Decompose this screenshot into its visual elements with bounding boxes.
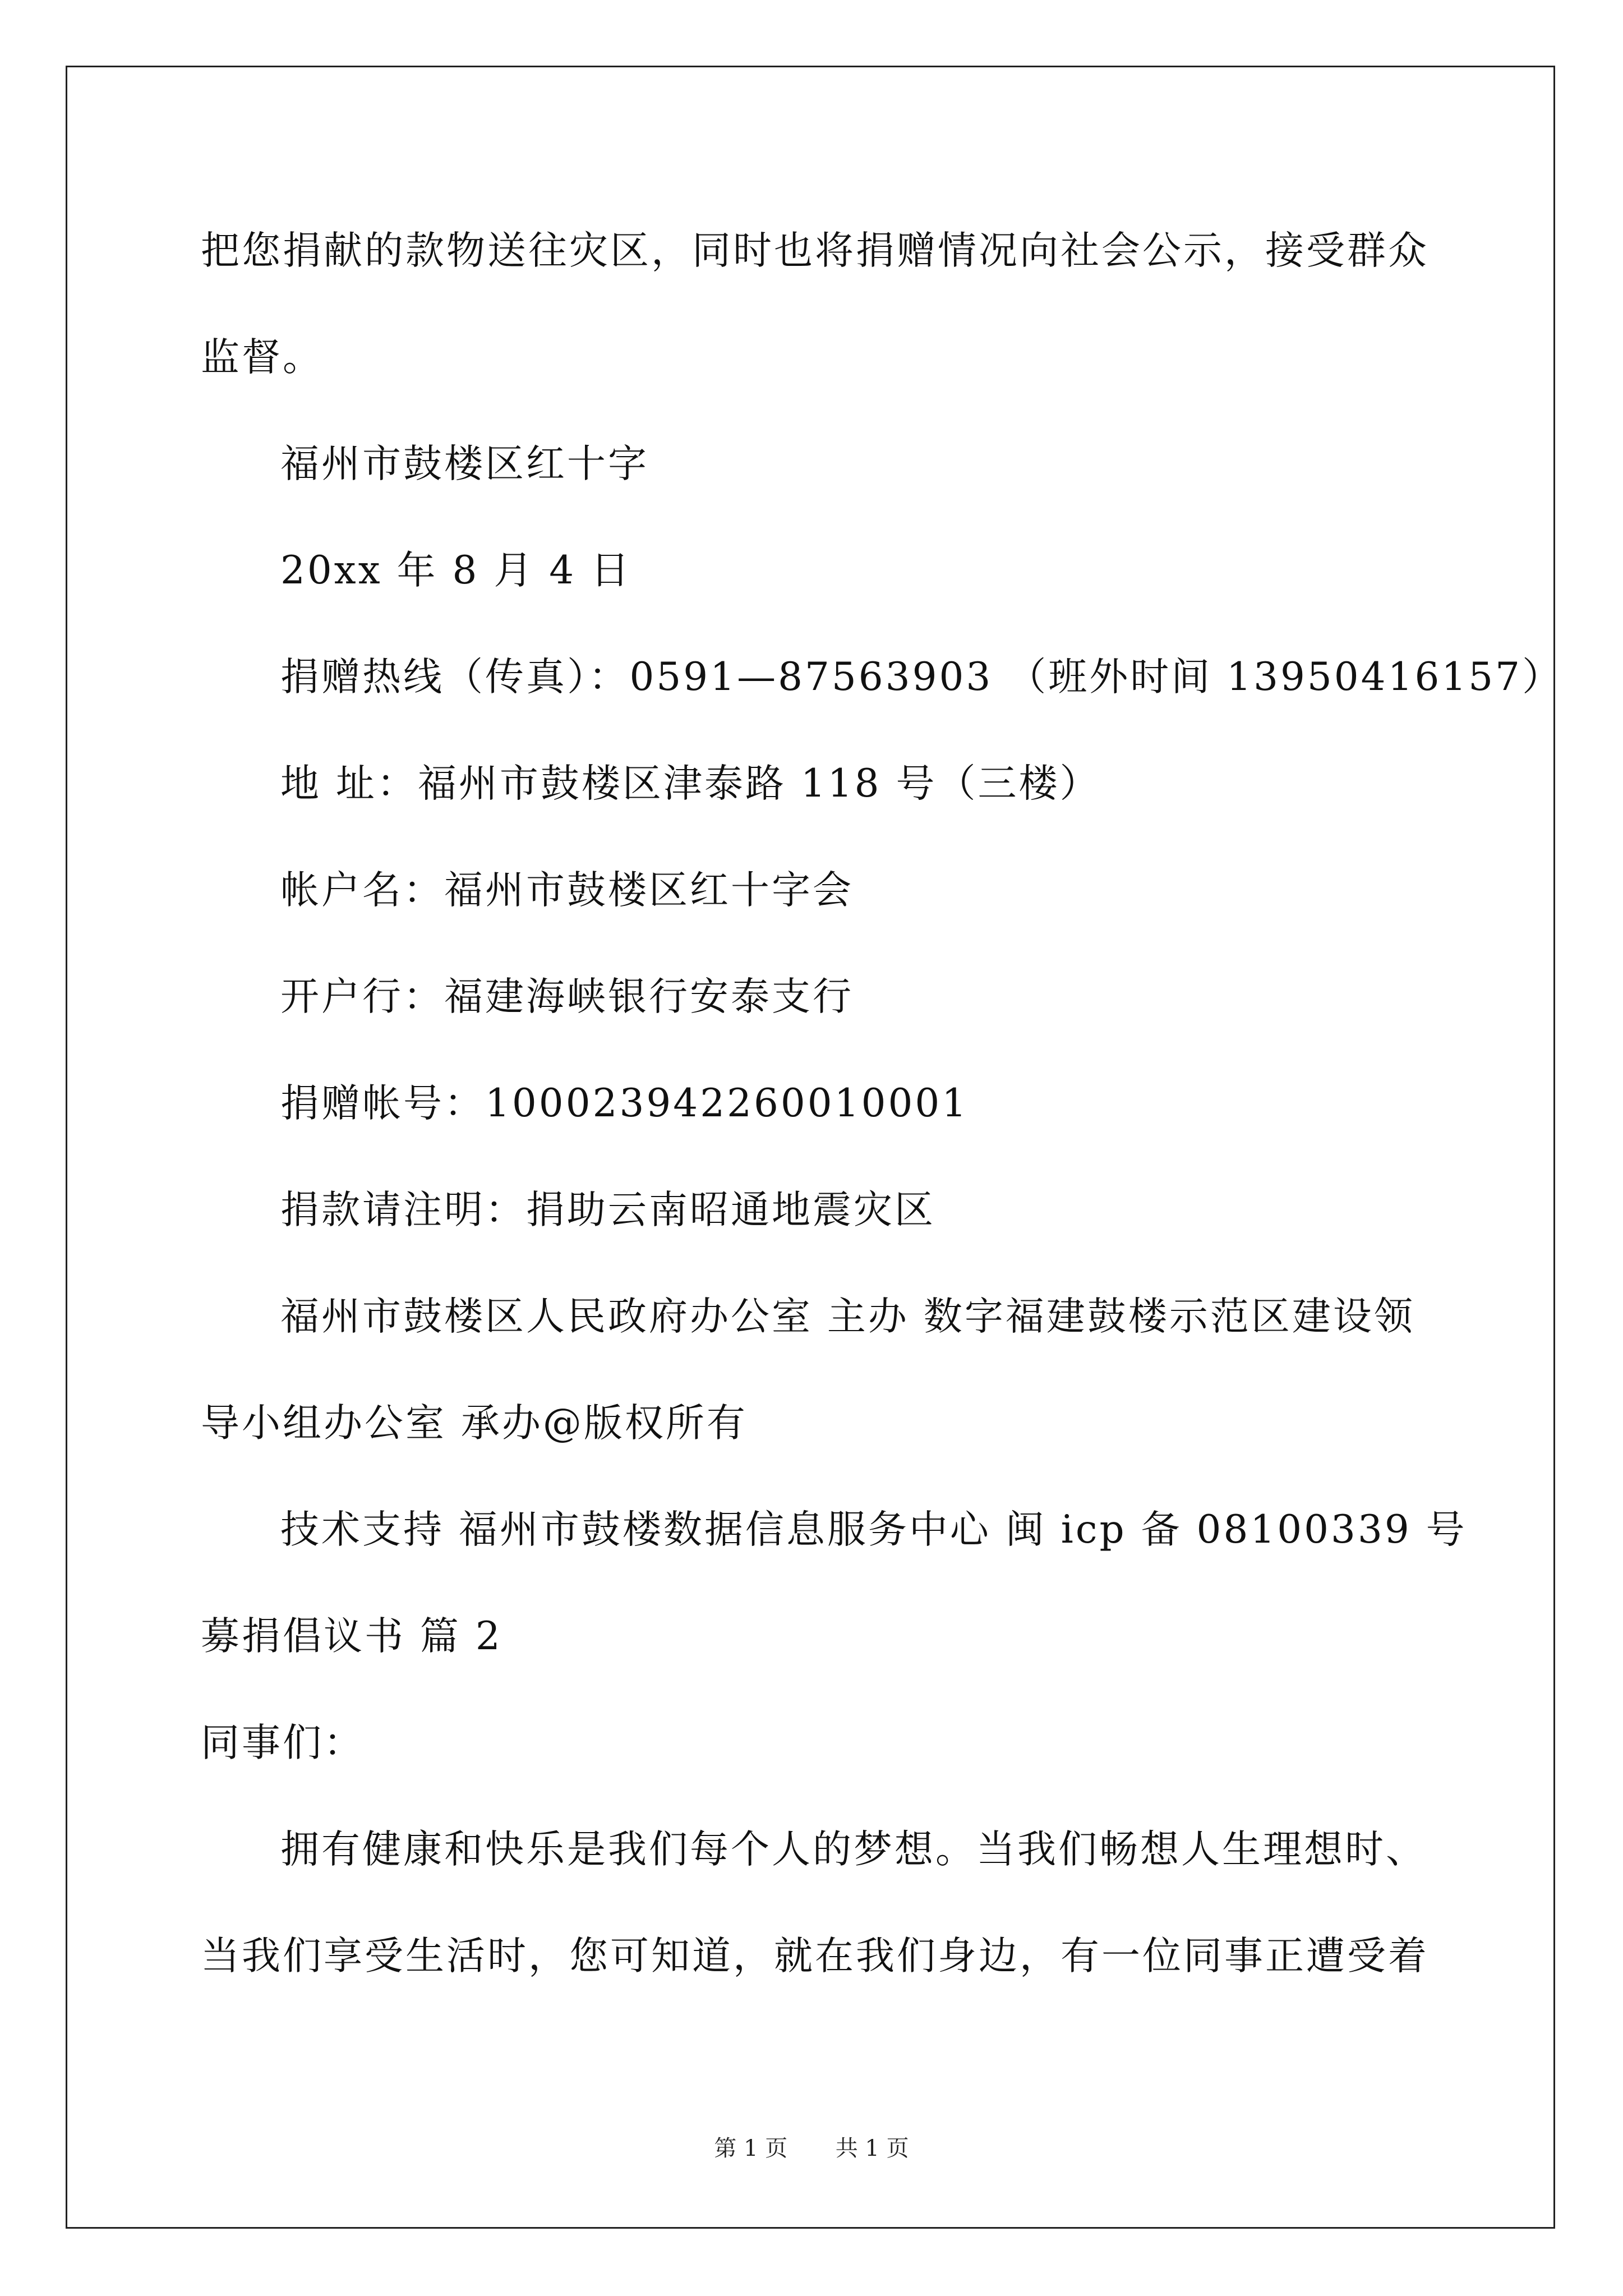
sponsor-line-continued: 导小组办公室 承办@版权所有 (201, 1401, 748, 1446)
donation-hotline: 捐赠热线（传真）：0591—87563903 （班外时间 13950416157） (280, 655, 1564, 700)
page-footer (0, 2134, 1623, 2162)
bank-name: 开户行：福建海峡银行安泰支行 (280, 974, 854, 1019)
signature-organization: 福州市鼓楼区红十字 (280, 441, 649, 486)
salutation: 同事们： (201, 1720, 365, 1765)
address-line: 地 址：福州市鼓楼区津泰路 118 号（三楼） (280, 761, 1101, 806)
body-text-line: 把您捐献的款物送往灾区，同时也将捐赠情况向社会公示，接受群众 (201, 228, 1429, 273)
page-number: 第 1 页 (714, 2136, 788, 2161)
account-name: 帐户名：福州市鼓楼区红十字会 (280, 868, 854, 913)
body-text-line: 监督。 (201, 335, 324, 380)
body-text-line: 当我们享受生活时，您可知道，就在我们身边，有一位同事正遭受着 (201, 1934, 1429, 1978)
signature-date: 20xx 年 8 月 4 日 (280, 548, 632, 593)
donation-note: 捐款请注明：捐助云南昭通地震灾区 (280, 1188, 935, 1232)
section-heading: 募捐倡议书 篇 2 (201, 1614, 502, 1659)
page-border (66, 66, 1555, 2229)
account-number: 捐赠帐号：100023942260010001 (280, 1081, 969, 1126)
body-text-line: 拥有健康和快乐是我们每个人的梦想。当我们畅想人生理想时、 (280, 1827, 1427, 1872)
sponsor-line: 福州市鼓楼区人民政府办公室 主办 数字福建鼓楼示范区建设领 (280, 1294, 1415, 1339)
page-total: 共 1 页 (835, 2136, 909, 2161)
tech-support-line: 技术支持 福州市鼓楼数据信息服务中心 闽 icp 备 08100339 号 (280, 1507, 1467, 1552)
